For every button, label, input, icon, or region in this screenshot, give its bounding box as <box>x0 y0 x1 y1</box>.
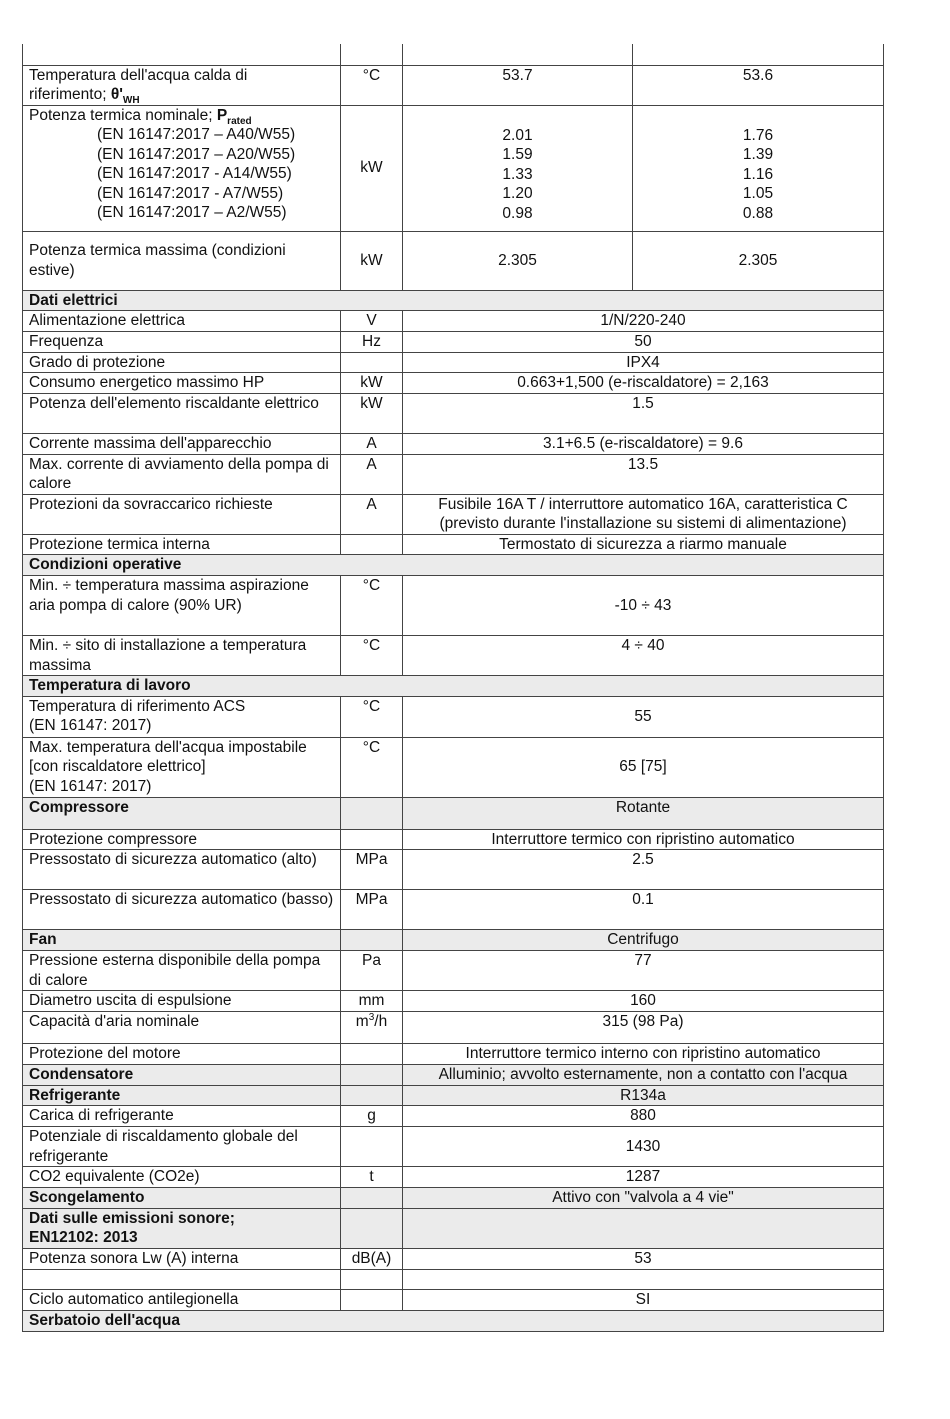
table-row: Consumo energetico massimo HP kW 0.663+1,500 (e-riscaldatore) = 2,163 <box>23 373 884 394</box>
row-value-model-1: 53.7 <box>403 65 633 105</box>
table-row: Temperatura di riferimento ACS (EN 16147: 2017) °C 55 <box>23 696 884 737</box>
section-header: Fan Centrifugo <box>23 930 884 951</box>
row-value-model-2: 2.305 <box>633 231 884 290</box>
row-unit: kW <box>341 231 403 290</box>
row-unit: °C <box>341 65 403 105</box>
section-header: Dati sulle emissioni sonore; EN12102: 2013 <box>23 1208 884 1248</box>
table-row: Min. ÷ temperatura massima aspirazione aria pompa di calore (90% UR) °C -10 ÷ 43 <box>23 576 884 636</box>
symbol-theta-wh: $\theta'_{WH}$ <box>110 86 140 105</box>
table-row: Protezione termica interna Termostato di sicurezza a riarmo manuale <box>23 534 884 555</box>
table-row: Pressostato di sicurezza automatico (alto) MPa 2.5 <box>23 850 884 890</box>
row-value-model-1: 2.305 <box>403 231 633 290</box>
table-row: Protezione compressore Interruttore termico con ripristino automatico <box>23 829 884 850</box>
table-row: Min. ÷ sito di installazione a temperatura massima °C 4 ÷ 40 <box>23 636 884 676</box>
table-row: Capacità d'aria nominale $m^3/h$ 315 (98 Pa) <box>23 1012 884 1044</box>
table-row: CO2 equivalente (CO2e) t 1287 <box>23 1167 884 1188</box>
table-row: Max. temperatura dell'acqua impostabile [con riscaldatore elettrico] (EN 16147: 2017) °C 65 [75] <box>23 737 884 797</box>
table-row: Carica di refrigerante g 880 <box>23 1106 884 1127</box>
table-row: Corrente massima dell'apparecchio A 3.1+6.5 (e-riscaldatore) = 9.6 <box>23 434 884 455</box>
table-row: Potenza sonora Lw (A) interna dB(A) 53 <box>23 1248 884 1269</box>
row-value-model-2: 53.6 <box>633 65 884 105</box>
table-row <box>23 231 884 290</box>
table-row: Potenza dell'elemento riscaldante elettrico kW 1.5 <box>23 394 884 434</box>
section-header: Dati elettrici <box>23 290 884 311</box>
table-row <box>23 105 884 231</box>
table-row-empty <box>23 1269 884 1289</box>
table-row: Frequenza Hz 50 <box>23 331 884 352</box>
table-row: Diametro uscita di espulsione mm 160 <box>23 991 884 1012</box>
row-label: Potenza termica massima (condizioni estive) <box>23 231 341 290</box>
table-row: Potenziale di riscaldamento globale del refrigerante 1430 <box>23 1127 884 1167</box>
row-unit: kW <box>341 105 403 231</box>
row-values-model-2: 1.76 1.39 1.16 1.05 0.88 <box>633 105 884 231</box>
section-header: Refrigerante R134a <box>23 1085 884 1106</box>
section-header: Condizioni operative <box>23 555 884 576</box>
table-row: Protezioni da sovraccarico richieste A Fusibile 16A T / interruttore automatico 16A, caratteristica C (previsto durante l'installazione su sistemi di alimentazione) <box>23 494 884 534</box>
table-row: Grado di protezione IPX4 <box>23 352 884 373</box>
table-row: Ciclo automatico antilegionella SI <box>23 1289 884 1310</box>
table-row-partial <box>23 44 884 65</box>
section-header: Compressore Rotante <box>23 797 884 829</box>
section-header: Condensatore Alluminio; avvolto esternamente, non a contatto con l'acqua <box>23 1064 884 1085</box>
section-header: Temperatura di lavoro <box>23 676 884 697</box>
section-header: Serbatoio dell'acqua <box>23 1310 884 1331</box>
table-row <box>23 65 884 105</box>
table-row: Pressostato di sicurezza automatico (basso) MPa 0.1 <box>23 890 884 930</box>
row-values-model-1: 2.01 1.59 1.33 1.20 0.98 <box>403 105 633 231</box>
table-row: Max. corrente di avviamento della pompa di calore A 13.5 <box>23 454 884 494</box>
specifications-table <box>22 44 884 1332</box>
section-header: Scongelamento Attivo con "valvola a 4 vie" <box>23 1187 884 1208</box>
table-row: Protezione del motore Interruttore termico interno con ripristino automatico <box>23 1044 884 1065</box>
row-label: Temperatura dell'acqua calda di riferimento; $\theta'_{WH}$ <box>23 65 341 105</box>
table-row: Alimentazione elettrica V 1/N/220-240 <box>23 311 884 332</box>
symbol-p-rated: $P_{rated}$ <box>216 106 252 127</box>
table-row: Pressione esterna disponibile della pompa di calore Pa 77 <box>23 951 884 991</box>
unit-m3h: $m^3/h$ <box>341 1012 403 1044</box>
row-label: Potenza termica nominale; $P_{rated}$ (EN 16147:2017 – A40/W55) (EN 16147:2017 – A20/W55) (EN 16147:2017 - A14/W55) (EN 16147:2017 - A7/W55) (EN 16147:2017 – A2/W55) <box>23 105 341 231</box>
